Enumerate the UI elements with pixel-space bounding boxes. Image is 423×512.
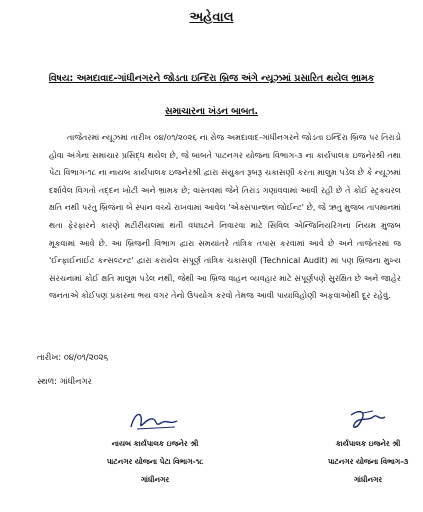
signatory-deputy-engineer — [70, 407, 240, 489]
place-line: સ્થળ: ગાંધીનગર — [37, 376, 92, 386]
signatory-left-office: પાટનગર યોજના પેટા વિભાગ-૧૮ — [106, 457, 204, 466]
signatory-left-designation: નાયબ કાર્યપાલક ઇજનેર શ્રી — [111, 439, 199, 448]
signature-right-icon — [343, 407, 393, 435]
signatory-left-city: ગાંધીનગર — [140, 475, 170, 484]
subject-line-2: સમાચારના ખંડન બાબત. — [164, 106, 259, 117]
document-title — [0, 10, 423, 25]
report-body-paragraph: તાજેતરમાં ન્યૂઝમાં તારીખ ૦૪/૦૧/૨૦૨૬ ના રોજ અમદાવાદ-ગાંધીનગરને જોડતા ઇન્દિરા બ્રિજ પર તિરાડો હોવા અંગેના સમાચાર પ્રસિદ્ધ થયેલ છે, જે બાબતે પાટનગર યોજના વિભાગ-૩ ના કાર્યપાલક ઇજનેરશ્રી તથા પેટા વિભાગ-૧૮ ના નાયબ કાર્યપાલક ઇજનેરશ્રી દ્વારા સંયુક્ત રૂબરૂ ચકાસણી કરતા માલુમ પડેલ છે કે ન્યૂઝમાં દર્શાવેલ વિગતો તદ્દન ખોટી અને ભ્રામક છે; વાસ્તવમાં જેને તિરાડ ગણાવવામાં આવી રહી છે તે કોઈ સ્ટ્રક્ચરલ ક્ષતિ નથી પરંતુ બ્રિજના બે સ્પાન વચ્ચે રાખવામાં આવેલ 'એક્સપાન્શન જોઈન્ટ' છે, જે ઋતુ મુજબ તાપમાનમાં થતા ફેરફારને કારણે મટીરીયલમાં થતી વધઘટને નિવારવા માટે સિવિલ એન્જિનિયરિંગના નિયમ મુજબ મૂકવામાં આવે છે. આ બ્રિજની વિભાગ દ્વારા સમયાંતરે તાંત્રિક તપાસ કરવામાં આવે છે અને તાજેતરમાં જ 'ઈન્ફાઈનાઈટ કન્સલ્ટન્ટ' દ્વારા કરાયેલ સંપૂર્ણ તાંત્રિક ચકાસણી (Technical Audit) માં પણ બ્રિજના મુખ્ય સંરચનામાં કોઈ ક્ષતિ માલુમ પડેલ નથી, જેથી આ બ્રિજ વાહન વ્યવહાર માટે સંપૂર્ણપણે સુરક્ષિત છે અને જાહેર જનતાએ કોઈપણ પ્રકારના ભય વગર તેનો ઉપયોગ કરવો તેમજ આવી પાયાવિહોણી અફવાઓથી દૂર રહેવું. — [49, 132, 401, 301]
signatory-executive-engineer — [283, 407, 423, 489]
document-title-text: અહેવાલ — [189, 10, 234, 25]
date-line: તારીખ: ૦૪/૦૧/૨૦૨૬ — [37, 352, 109, 362]
signatory-right-city: ગાંધીનગર — [353, 475, 383, 484]
signatory-right-office: પાટનગર યોજના વિભાગ-૩ — [327, 457, 409, 466]
subject-heading — [0, 62, 423, 128]
signatory-right-designation: કાર્યપાલક ઇજનેર શ્રી — [335, 439, 401, 448]
signature-left-icon — [125, 407, 185, 435]
subject-line-1: વિષય: અમદાવાદ-ગાંધીનગરને જોડતા ઇન્દિરા બ્રિજ અંગે ન્યૂઝમાં પ્રસારિત થયેલ ભ્રામક — [48, 73, 375, 84]
